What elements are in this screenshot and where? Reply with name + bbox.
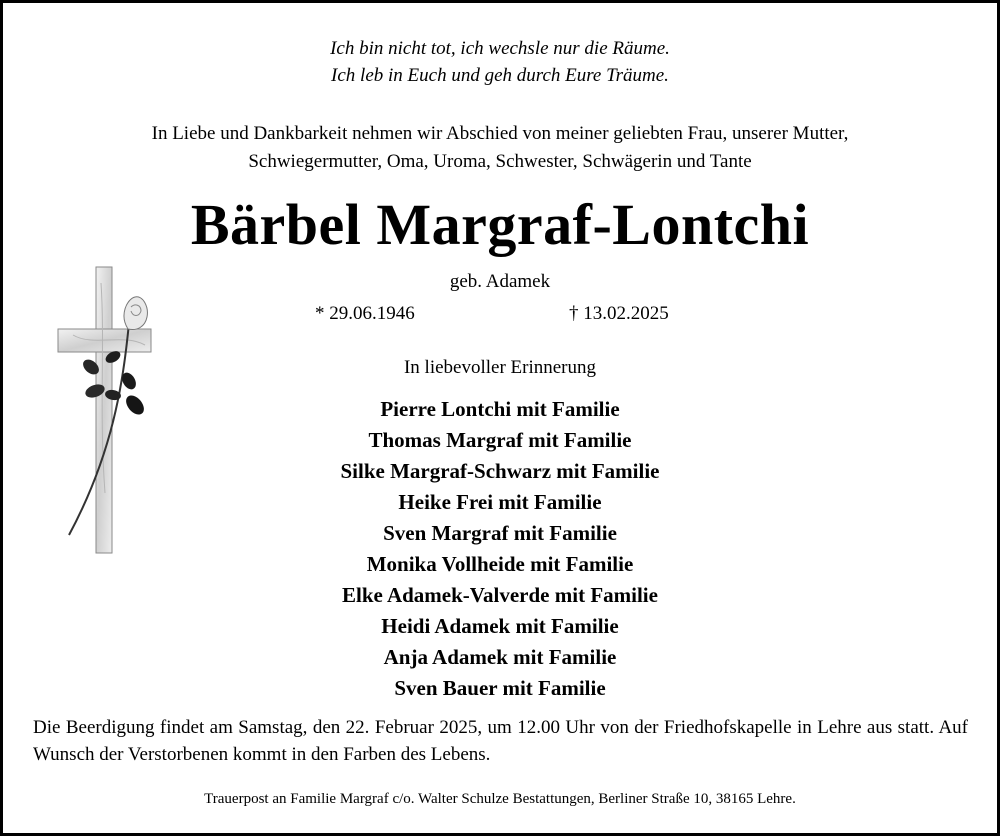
mourners-list xyxy=(3,394,997,704)
mourner-item: Pierre Lontchi mit Familie xyxy=(380,397,620,421)
born-name: geb. Adamek xyxy=(449,271,551,292)
remembrance-line: In liebevoller Erinnerung xyxy=(403,357,597,378)
mourner-item: Elke Adamek-Valverde mit Familie xyxy=(342,583,658,607)
death-date: † 13.02.2025 xyxy=(569,303,669,324)
mourner-item: Anja Adamek mit Familie xyxy=(383,645,617,669)
funeral-details: Die Beerdigung findet am Samstag, den 22. Februar 2025, um 12.00 Uhr von der Friedhofskapelle in Lehre aus statt. Auf Wunsch der Verstorbenen kommt in den Farben des Lebens. xyxy=(33,717,968,765)
mourner-item: Monika Vollheide mit Familie xyxy=(366,552,634,576)
quote-line: Ich leb in Euch und geh durch Eure Träume. xyxy=(331,65,669,86)
intro-line: In Liebe und Dankbarkeit nehmen wir Abschied von meiner geliebten Frau, unserer Mutter, xyxy=(151,123,849,144)
quote-line: Ich bin nicht tot, ich wechsle nur die Räume. xyxy=(330,38,670,59)
mourner-item: Silke Margraf-Schwarz mit Familie xyxy=(340,459,660,483)
mourner-item: Sven Margraf mit Familie xyxy=(383,521,617,545)
mourner-item: Sven Bauer mit Familie xyxy=(394,676,606,700)
mourner-item: Thomas Margraf mit Familie xyxy=(368,428,632,452)
farewell-intro xyxy=(3,120,997,176)
deceased-name: Bärbel Margraf-Lontchi xyxy=(190,192,810,257)
intro-line: Schwiegermutter, Oma, Uroma, Schwester, Schwägerin und Tante xyxy=(248,151,752,172)
birth-date: * 29.06.1946 xyxy=(315,303,415,324)
mourner-item: Heidi Adamek mit Familie xyxy=(381,614,619,638)
epigraph-quote xyxy=(3,35,997,89)
condolence-address: Trauerpost an Familie Margraf c/o. Walter Schulze Bestattungen, Berliner Straße 10, 38165 Lehre. xyxy=(204,791,796,807)
mourner-item: Heike Frei mit Familie xyxy=(398,490,602,514)
